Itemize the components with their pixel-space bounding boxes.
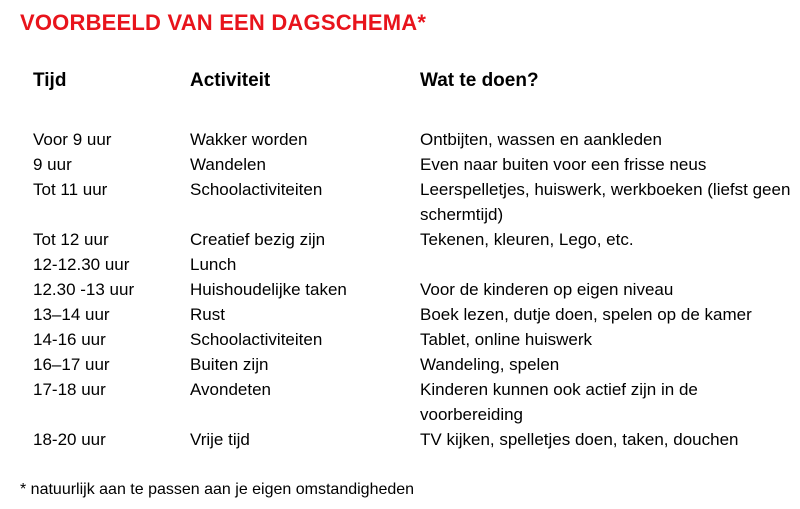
row-time: 12.30 -13 uur	[33, 280, 135, 299]
row-activity: Wakker worden	[190, 130, 308, 149]
table-row	[0, 252, 800, 277]
row-time: Tot 12 uur	[33, 230, 109, 249]
table-row	[0, 177, 800, 227]
table-row	[0, 427, 800, 452]
page-title: VOORBEELD VAN EEN DAGSCHEMA*	[20, 10, 427, 35]
table-row	[0, 352, 800, 377]
header-activity: Activiteit	[190, 70, 271, 91]
row-activity: Vrije tijd	[190, 430, 250, 449]
table-row	[0, 127, 800, 152]
row-todo: Wandeling, spelen	[420, 355, 560, 374]
row-activity: Wandelen	[190, 155, 266, 174]
row-time: 16–17 uur	[33, 355, 110, 374]
table-row	[0, 327, 800, 352]
table-row	[0, 152, 800, 177]
row-todo: Leerspelletjes, huiswerk, werkboeken (liefst geen schermtijd)	[420, 180, 791, 224]
row-time: 12-12.30 uur	[33, 255, 130, 274]
table-row	[0, 277, 800, 302]
row-activity: Creatief bezig zijn	[190, 230, 326, 249]
table-row	[0, 302, 800, 327]
row-time: 18-20 uur	[33, 430, 106, 449]
row-todo: Voor de kinderen op eigen niveau	[420, 280, 674, 299]
schedule-table	[0, 127, 800, 452]
row-activity: Avondeten	[190, 380, 271, 399]
row-time: Tot 11 uur	[33, 180, 108, 199]
row-todo: TV kijken, spelletjes doen, taken, douchen	[420, 430, 739, 449]
row-time: 14-16 uur	[33, 330, 106, 349]
row-todo: Boek lezen, dutje doen, spelen op de kamer	[420, 305, 752, 324]
row-todo: Ontbijten, wassen en aankleden	[420, 130, 662, 149]
row-todo: Even naar buiten voor een frisse neus	[420, 155, 707, 174]
table-row	[0, 377, 800, 427]
header-todo: Wat te doen?	[420, 70, 539, 91]
row-activity: Schoolactiviteiten	[190, 180, 323, 199]
row-time: Voor 9 uur	[33, 130, 112, 149]
row-activity: Schoolactiviteiten	[190, 330, 323, 349]
table-row	[0, 227, 800, 252]
footnote: * natuurlijk aan te passen aan je eigen omstandigheden	[20, 481, 415, 498]
row-activity: Buiten zijn	[190, 355, 269, 374]
header-time: Tijd	[33, 70, 67, 91]
row-time: 13–14 uur	[33, 305, 110, 324]
row-activity: Huishoudelijke taken	[190, 280, 347, 299]
row-activity: Rust	[190, 305, 225, 324]
row-time: 9 uur	[33, 155, 72, 174]
row-todo: Tablet, online huiswerk	[420, 330, 592, 349]
row-todo: Kinderen kunnen ook actief zijn in de voorbereiding	[420, 380, 698, 424]
table-header	[0, 70, 800, 98]
row-time: 17-18 uur	[33, 380, 106, 399]
row-todo: Tekenen, kleuren, Lego, etc.	[420, 230, 634, 249]
row-activity: Lunch	[190, 255, 237, 274]
